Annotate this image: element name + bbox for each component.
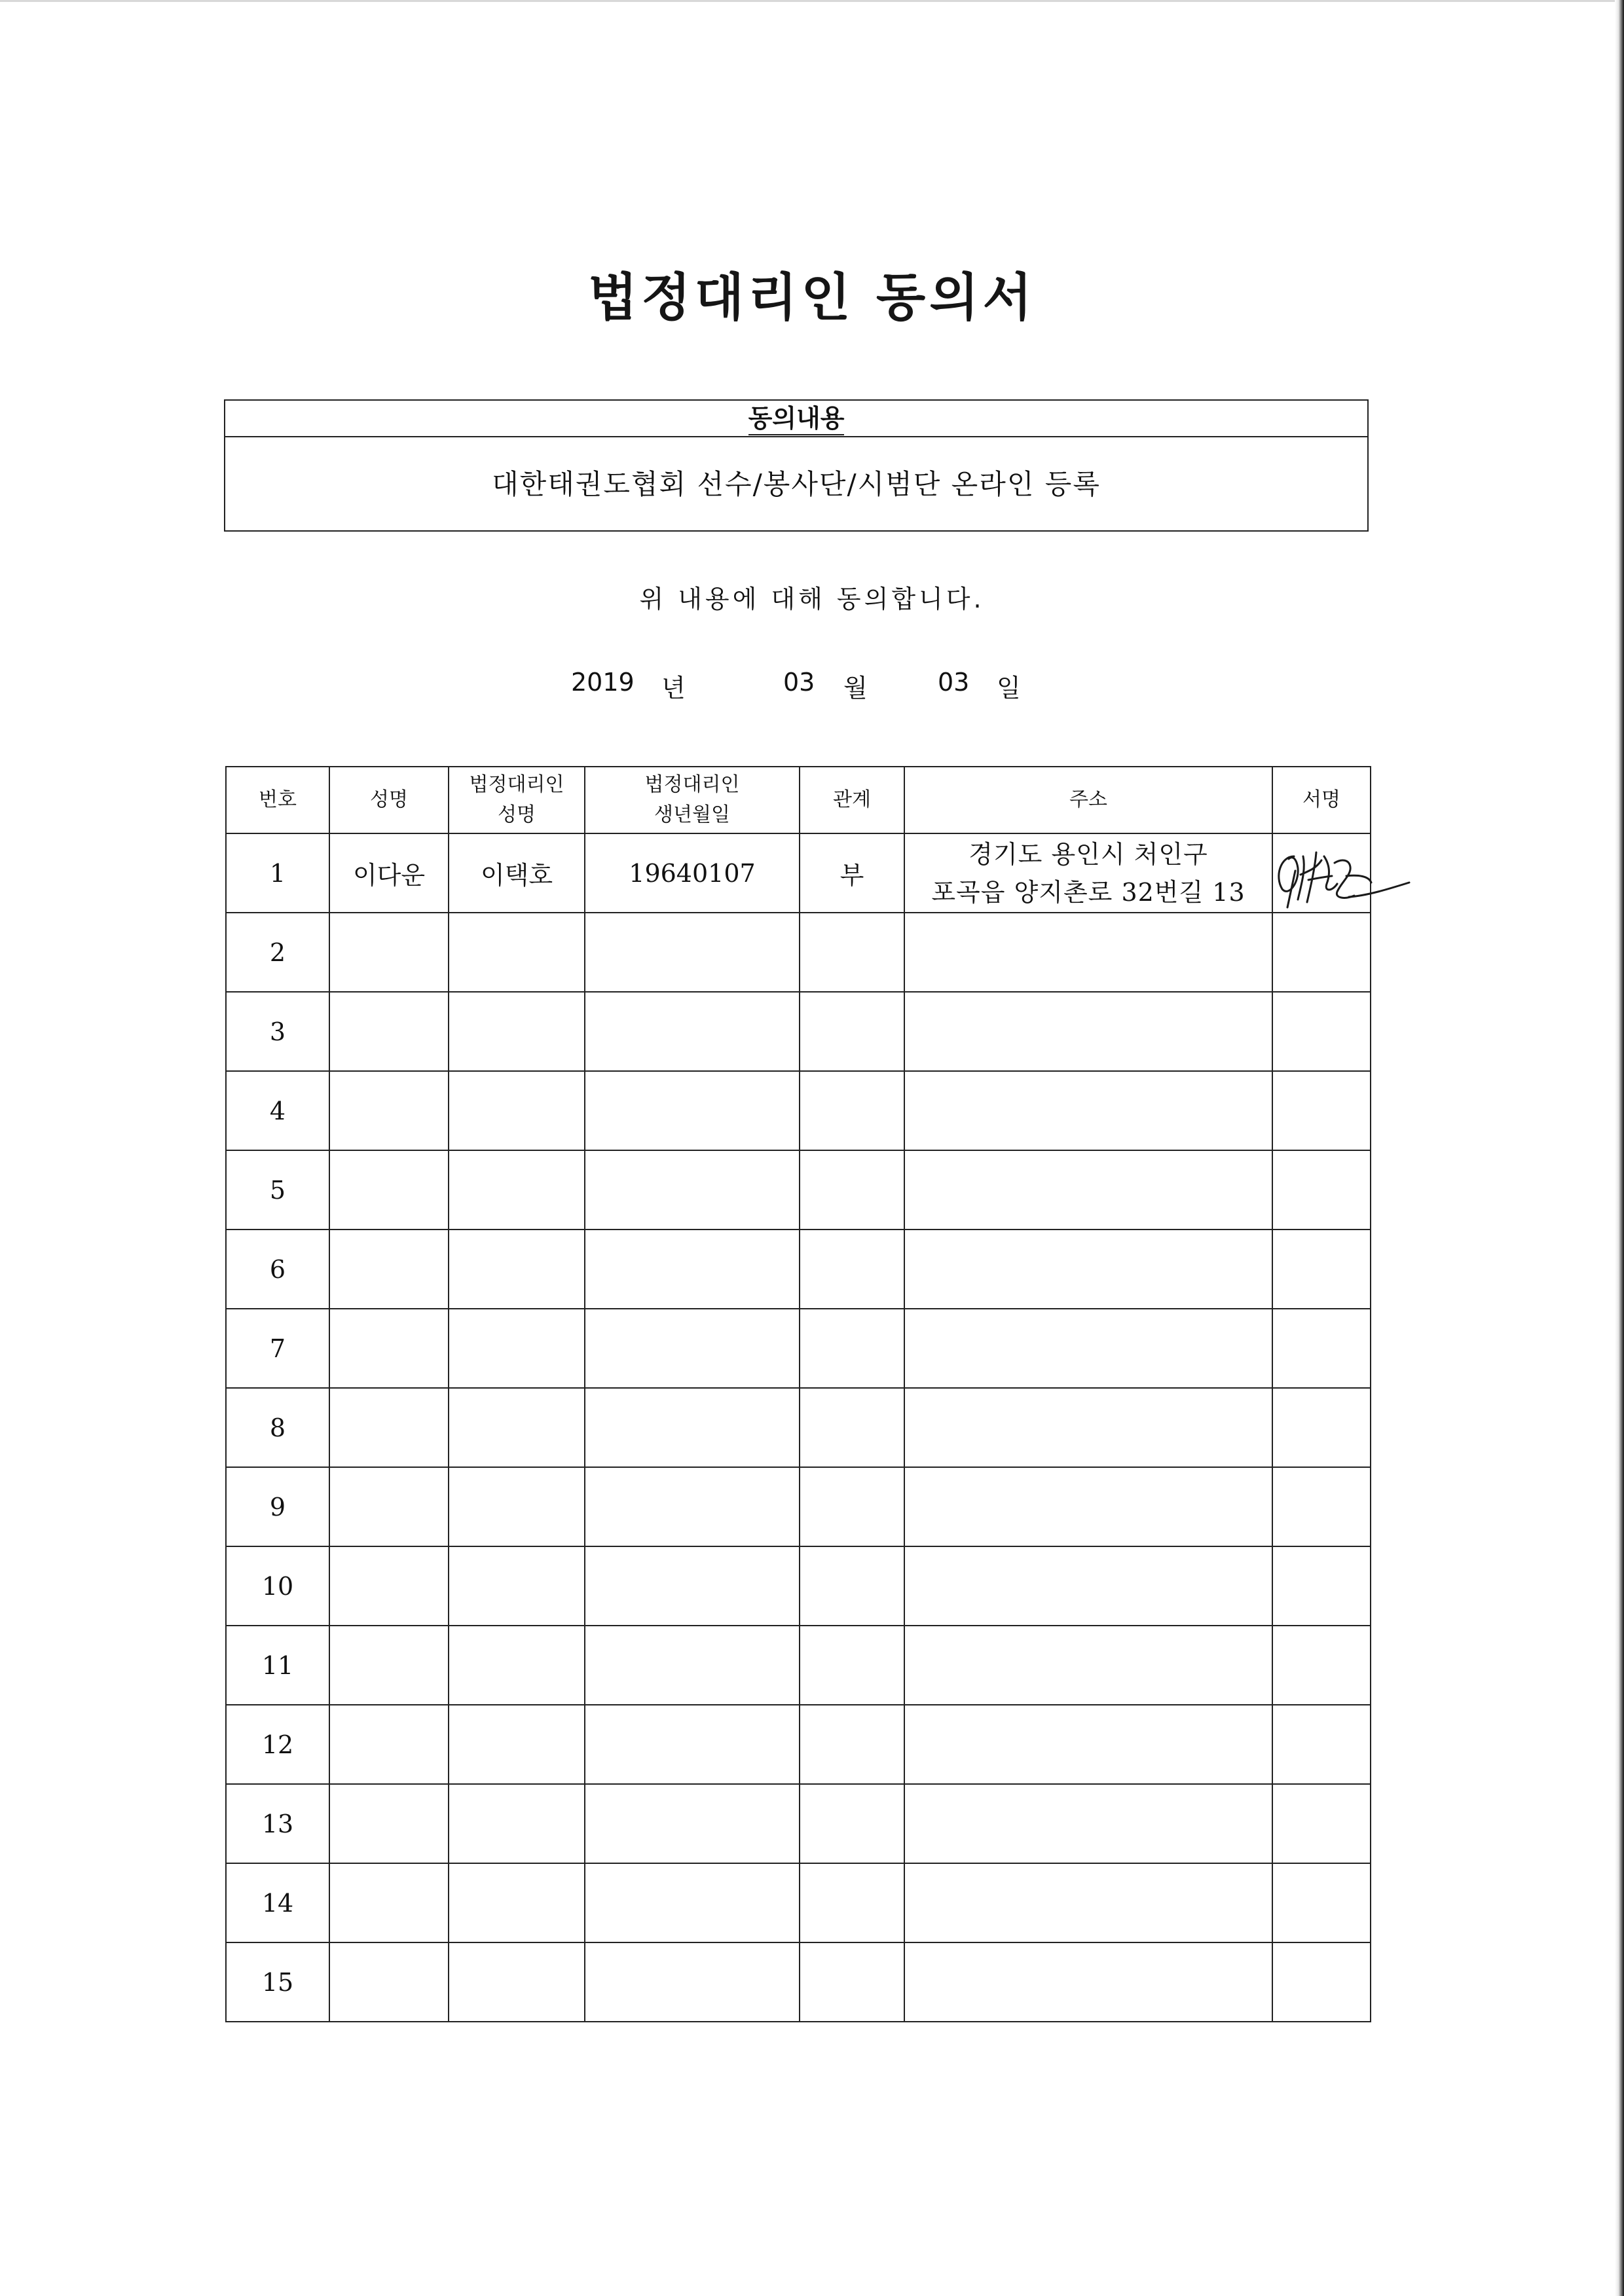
header-name: 성명 <box>329 767 449 833</box>
cell-name <box>329 1467 449 1546</box>
cell-guardian-birth <box>585 1150 800 1230</box>
cell-guardian-name <box>449 1230 585 1309</box>
cell-relation <box>800 1784 904 1863</box>
date-year: 2019 <box>571 668 635 697</box>
consent-header <box>225 401 1367 437</box>
cell-relation <box>800 1626 904 1705</box>
table-header-row <box>226 767 1371 833</box>
table-row <box>226 1784 1371 1863</box>
cell-guardian-birth <box>585 1546 800 1626</box>
cell-address <box>904 1626 1272 1705</box>
cell-address <box>904 1150 1272 1230</box>
cell-name <box>329 1071 449 1150</box>
cell-name <box>329 1784 449 1863</box>
cell-signature <box>1272 913 1371 992</box>
cell-name <box>329 1626 449 1705</box>
cell-signature <box>1272 1388 1371 1467</box>
cell-relation <box>800 913 904 992</box>
cell-guardian-name <box>449 1784 585 1863</box>
cell-no: 1 <box>226 833 329 913</box>
cell-relation <box>800 1863 904 1942</box>
date-day-unit: 일 <box>997 674 1021 702</box>
cell-address <box>904 1942 1272 2022</box>
table-row <box>226 1071 1371 1150</box>
header-guardian-name-line1: 법정대리인 <box>469 773 564 796</box>
cell-relation <box>800 1546 904 1626</box>
header-guardian-birth-line1: 법정대리인 <box>644 773 740 796</box>
cell-name <box>329 1150 449 1230</box>
cell-no: 4 <box>226 1071 329 1150</box>
cell-guardian-birth <box>585 1942 800 2022</box>
cell-address-line1: 경기도 용인시 처인구 <box>969 839 1208 869</box>
cell-no: 13 <box>226 1784 329 1863</box>
agree-statement: 위 내용에 대해 동의합니다. <box>639 585 985 613</box>
cell-guardian-birth <box>585 1388 800 1467</box>
table-row <box>226 1150 1371 1230</box>
consent-content-box <box>224 399 1369 532</box>
cell-relation <box>800 1309 904 1388</box>
cell-guardian-name <box>449 1942 585 2022</box>
date-month: 03 <box>783 668 815 697</box>
cell-address <box>904 1230 1272 1309</box>
cell-address <box>904 833 1272 913</box>
cell-address <box>904 1388 1272 1467</box>
date-day: 03 <box>938 668 970 697</box>
cell-guardian-birth <box>585 992 800 1071</box>
cell-name <box>329 913 449 992</box>
cell-signature <box>1272 1626 1371 1705</box>
cell-no: 7 <box>226 1309 329 1388</box>
scan-right-edge <box>1615 0 1624 2296</box>
cell-name <box>329 1230 449 1309</box>
cell-address <box>904 992 1272 1071</box>
cell-name <box>329 1546 449 1626</box>
document-title: 법정대리인 동의서 <box>588 268 1036 327</box>
date-year-unit: 년 <box>661 674 686 702</box>
table-row <box>226 913 1371 992</box>
table-row <box>226 992 1371 1071</box>
cell-relation <box>800 1388 904 1467</box>
table-row <box>226 1863 1371 1942</box>
cell-no: 14 <box>226 1863 329 1942</box>
table-row <box>226 1230 1371 1309</box>
cell-signature <box>1272 992 1371 1071</box>
cell-guardian-birth <box>585 1230 800 1309</box>
header-guardian-birth-line2: 생년월일 <box>654 803 730 826</box>
date-month-unit: 월 <box>843 674 868 702</box>
consent-body: 대한태권도협회 선수/봉사단/시범단 온라인 등록 <box>492 468 1101 500</box>
cell-no: 12 <box>226 1705 329 1784</box>
cell-guardian-name <box>449 992 585 1071</box>
cell-name <box>329 1863 449 1942</box>
cell-address <box>904 1071 1272 1150</box>
cell-name: 이다운 <box>329 833 449 913</box>
cell-guardian-name <box>449 913 585 992</box>
cell-guardian-birth <box>585 1309 800 1388</box>
cell-signature <box>1272 833 1371 913</box>
scan-top-edge <box>0 0 1624 2</box>
cell-signature <box>1272 1942 1371 2022</box>
header-guardian-name-line2: 성명 <box>498 803 536 826</box>
table-row <box>226 1467 1371 1546</box>
cell-signature <box>1272 1546 1371 1626</box>
cell-relation <box>800 1071 904 1150</box>
guardian-table <box>225 766 1371 2022</box>
cell-no: 11 <box>226 1626 329 1705</box>
cell-no: 10 <box>226 1546 329 1626</box>
cell-guardian-birth <box>585 1071 800 1150</box>
header-no: 번호 <box>226 767 329 833</box>
cell-signature <box>1272 1230 1371 1309</box>
cell-name <box>329 1705 449 1784</box>
cell-guardian-name <box>449 1309 585 1388</box>
cell-address <box>904 1546 1272 1626</box>
cell-relation <box>800 992 904 1071</box>
cell-guardian-name <box>449 1388 585 1467</box>
table-row <box>226 1546 1371 1626</box>
header-relation: 관계 <box>800 767 904 833</box>
cell-relation <box>800 1150 904 1230</box>
cell-name <box>329 992 449 1071</box>
table-row <box>226 1388 1371 1467</box>
cell-guardian-name <box>449 1546 585 1626</box>
cell-guardian-name <box>449 1150 585 1230</box>
header-guardian-birth <box>585 767 800 833</box>
cell-address <box>904 1863 1272 1942</box>
cell-relation <box>800 1942 904 2022</box>
cell-guardian-birth: 19640107 <box>585 833 800 913</box>
cell-address-line2: 포곡읍 양지촌로 32번길 13 <box>931 877 1246 907</box>
cell-guardian-birth <box>585 1467 800 1546</box>
cell-name <box>329 1388 449 1467</box>
cell-guardian-name <box>449 1071 585 1150</box>
cell-address <box>904 1784 1272 1863</box>
table-row <box>226 833 1371 913</box>
cell-guardian-name <box>449 1863 585 1942</box>
header-address: 주소 <box>904 767 1272 833</box>
cell-signature <box>1272 1705 1371 1784</box>
cell-guardian-name <box>449 1626 585 1705</box>
cell-no: 6 <box>226 1230 329 1309</box>
cell-guardian-name <box>449 1467 585 1546</box>
cell-signature <box>1272 1150 1371 1230</box>
cell-relation <box>800 1230 904 1309</box>
cell-address <box>904 1467 1272 1546</box>
cell-guardian-birth <box>585 1784 800 1863</box>
cell-name <box>329 1942 449 2022</box>
consent-header-label: 동의내용 <box>748 404 845 435</box>
table-row <box>226 1309 1371 1388</box>
cell-guardian-birth <box>585 1705 800 1784</box>
table-row <box>226 1705 1371 1784</box>
cell-relation <box>800 1467 904 1546</box>
cell-address <box>904 913 1272 992</box>
table-row <box>226 1942 1371 2022</box>
cell-address <box>904 1309 1272 1388</box>
header-signature: 서명 <box>1272 767 1371 833</box>
cell-relation <box>800 1705 904 1784</box>
cell-name <box>329 1309 449 1388</box>
cell-no: 9 <box>226 1467 329 1546</box>
cell-address <box>904 1705 1272 1784</box>
cell-no: 2 <box>226 913 329 992</box>
cell-no: 3 <box>226 992 329 1071</box>
cell-signature <box>1272 1071 1371 1150</box>
cell-signature <box>1272 1784 1371 1863</box>
header-guardian-name <box>449 767 585 833</box>
cell-signature <box>1272 1309 1371 1388</box>
cell-signature <box>1272 1863 1371 1942</box>
cell-relation: 부 <box>800 833 904 913</box>
cell-guardian-name <box>449 1705 585 1784</box>
cell-guardian-birth <box>585 1863 800 1942</box>
table-row <box>226 1626 1371 1705</box>
cell-guardian-birth <box>585 1626 800 1705</box>
cell-guardian-name: 이택호 <box>449 833 585 913</box>
cell-no: 5 <box>226 1150 329 1230</box>
cell-no: 15 <box>226 1942 329 2022</box>
cell-guardian-birth <box>585 913 800 992</box>
handwritten-signature <box>1269 837 1413 912</box>
cell-no: 8 <box>226 1388 329 1467</box>
cell-signature <box>1272 1467 1371 1546</box>
